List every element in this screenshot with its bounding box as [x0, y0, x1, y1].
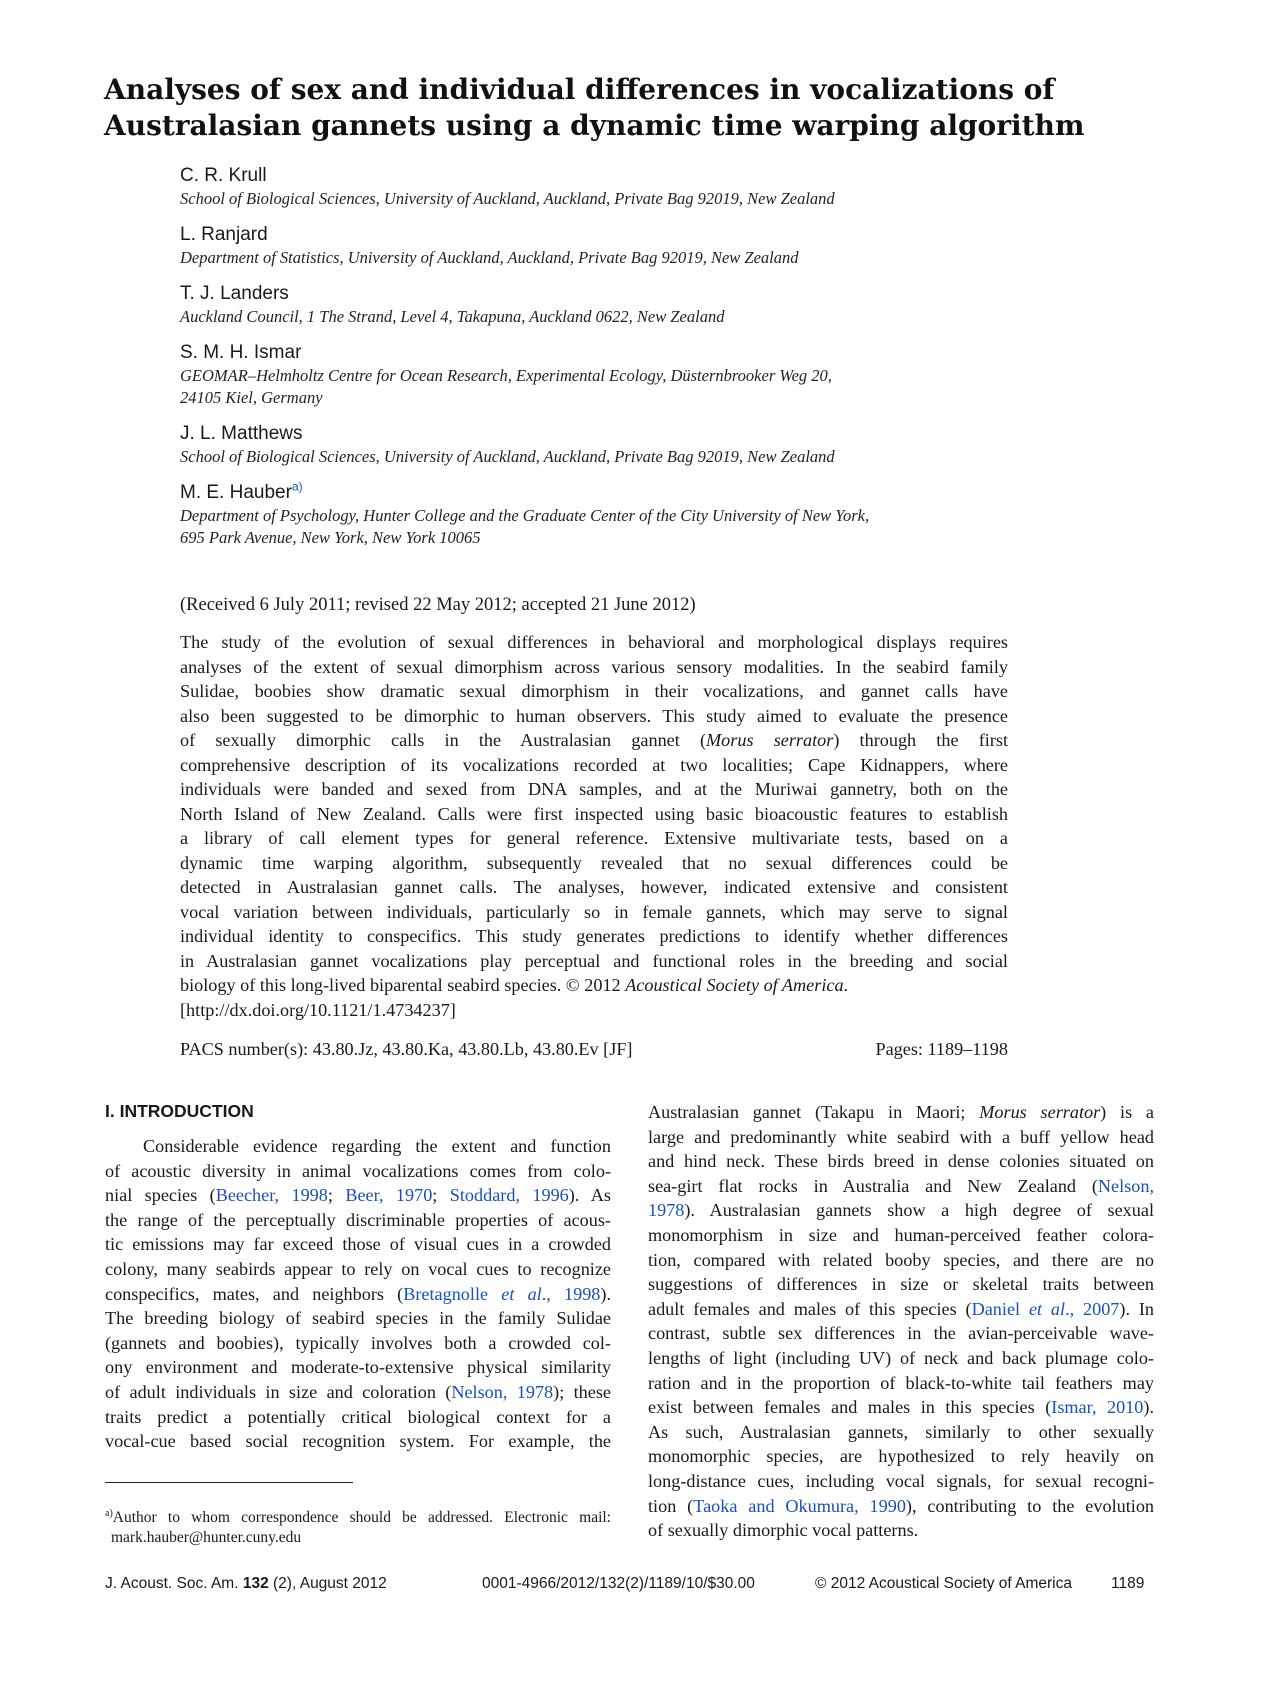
intro-line: ration and in the proportion of black-to-white tail feathers may [648, 1372, 1154, 1393]
intro-line: the range of the perceptually discriminable properties of acous- [105, 1209, 611, 1230]
abstract-line: North Island of New Zealand. Calls were first inspected using basic bioacoustic features to establish [180, 803, 1008, 824]
intro-line: monomorphism in size and human-perceived feather colora- [648, 1224, 1154, 1245]
intro-line: colony, many seabirds appear to rely on vocal cues to recognize [105, 1258, 611, 1279]
correspondence-marker[interactable]: a) [291, 479, 303, 494]
abstract-line: of sexually dimorphic calls in the Australasian gannet (Morus serrator) through the first [180, 730, 1008, 750]
intro-line: ony environment and moderate-to-extensive physical similarity [105, 1357, 611, 1378]
intro-line: large and predominantly white seabird with a buff yellow head [648, 1126, 1154, 1147]
pacs-numbers: PACS number(s): 43.80.Jz, 43.80.Ka, 43.80.Lb, 43.80.Ev [JF] [180, 1039, 633, 1059]
abstract-line: individual identity to conspecifics. This study generates predictions to identify whether differences [180, 926, 1008, 946]
page-range: Pages: 1189–1198 [875, 1039, 1008, 1059]
author-block [180, 422, 1010, 468]
footnote-rule [105, 1482, 353, 1483]
intro-line: of acoustic diversity in animal vocalizations comes from colo- [105, 1160, 611, 1181]
footer-copyright: © 2012 Acoustical Society of America [815, 1575, 1072, 1592]
left-column [105, 1100, 611, 1454]
author-affiliation: Department of Statistics, University of Auckland, Auckland, Private Bag 92019, New Zealand [180, 248, 799, 267]
intro-line: Australasian gannet (Takapu in Maori; Morus serrator) is a [648, 1102, 1154, 1122]
abstract-line: vocal variation between individuals, particularly so in female gannets, which may serve to signal [180, 901, 1008, 922]
pacs-row [180, 1037, 1008, 1061]
author-block [180, 164, 1010, 210]
abstract-line: biology of this long-lived biparental seabird species. © 2012 Acoustical Society of America. [180, 975, 849, 995]
author-name: S. M. H. Ismar [180, 342, 302, 363]
abstract-line: Sulidae, boobies show dramatic sexual dimorphism in their vocalizations, and gannet calls have [180, 681, 1008, 701]
author-affiliation: School of Biological Sciences, University of Auckland, Auckland, Private Bag 92019, New Zealand [180, 189, 835, 208]
intro-paragraph [105, 1134, 611, 1454]
author-name: L. Ranjard [180, 224, 268, 245]
intro-line: The breeding biology of seabird species in the family Sulidae [105, 1308, 611, 1329]
intro-line: monomorphic species, are hypothesized to rely heavily on [648, 1446, 1154, 1467]
received-dates: (Received 6 July 2011; revised 22 May 2012; accepted 21 June 2012) [180, 595, 696, 615]
footer-journal: J. Acoust. Soc. Am. 132 (2), August 2012 [105, 1575, 387, 1592]
footer-volume: 132 [242, 1575, 269, 1592]
abstract-line: The study of the evolution of sexual differences in behavioral and morphological displays requires [180, 632, 1008, 652]
citation-link[interactable]: Nelson, 1978 [451, 1381, 554, 1402]
author-list [180, 164, 1010, 562]
intro-line: long-distance cues, including vocal signals, for sexual recogni- [648, 1470, 1154, 1491]
footnote-email: mark.hauber@hunter.cuny.edu [111, 1529, 302, 1547]
abstract-line: individuals were banded and sexed from DNA samples, and at the Muriwai gannetry, both on the [180, 779, 1008, 799]
intro-line: tic emissions may far exceed those of visual cues in a crowded [105, 1234, 611, 1255]
abstract-line: also been suggested to be dimorphic to human observers. This study aimed to evaluate the presence [180, 705, 1008, 726]
intro-line: exist between females and males in this species (Ismar, 2010). [648, 1397, 1154, 1418]
author-name: M. E. Hauber$^{a)}$ [180, 479, 303, 503]
intro-line: conspecifics, mates, and neighbors (Bretagnolle et al., 1998). [105, 1283, 612, 1304]
author-block [180, 341, 1010, 409]
title-line-1: Analyses of sex and individual differences in vocalizations of [104, 73, 1055, 106]
intro-line: (gannets and boobies), typically involves both a crowded col- [105, 1332, 611, 1353]
author-block [180, 282, 1010, 328]
citation-link[interactable]: Ismar, 2010 [1051, 1397, 1144, 1418]
abstract-line: a library of call element types for general reference. Extensive multivariate tests, based on a [180, 828, 1008, 848]
abstract [180, 630, 1008, 1022]
abstract-line: comprehensive description of its vocalizations recorded at two localities; Cape Kidnappers, where [180, 754, 1008, 775]
section-heading-introduction: I. INTRODUCTION [105, 1101, 254, 1121]
footnote [105, 1504, 611, 1548]
intro-line: vocal-cue based social recognition system. For example, the [105, 1431, 611, 1452]
citation-link[interactable]: Nelson, [1097, 1175, 1154, 1196]
intro-line: nial species (Beecher, 1998; Beer, 1970; Stoddard, 1996). As [105, 1185, 612, 1206]
intro-line: sea-girt flat rocks in Australia and New Zealand (Nelson, [648, 1175, 1154, 1196]
author-name: T. J. Landers [180, 283, 289, 304]
footnote-marker: a) [105, 1508, 113, 1519]
intro-line: traits predict a potentially critical biological context for a [105, 1406, 611, 1427]
citation-link[interactable]: 1978 [648, 1200, 685, 1221]
footnote-line-1: $^{a)}$Author to whom correspondence should be addressed. Electronic mail: [105, 1508, 611, 1527]
citation-link[interactable]: Stoddard, 1996 [449, 1185, 569, 1206]
abstract-line: detected in Australasian gannet calls. The analyses, however, indicated extensive and consistent [180, 877, 1008, 897]
abstract-line: analyses of the extent of sexual dimorphism across various sensory modalities. In the seabird family [180, 656, 1008, 677]
intro-line: tion (Taoka and Okumura, 1990), contributing to the evolution [648, 1495, 1155, 1516]
citation-link[interactable]: Taoka and Okumura, 1990 [693, 1495, 906, 1516]
citation-link[interactable]: Beer, 1970 [345, 1185, 433, 1206]
intro-line: contrast, subtle sex differences in the avian-perceivable wave- [648, 1323, 1154, 1344]
citation-link[interactable]: Bretagnolle et al., 1998 [403, 1283, 601, 1304]
intro-line: adult females and males of this species (Daniel et al., 2007). In [648, 1298, 1155, 1319]
intro-paragraph-continued [648, 1100, 1154, 1543]
footer-code: 0001-4966/2012/132(2)/1189/10/$30.00 [482, 1575, 755, 1592]
intro-line: and hind neck. These birds breed in dense colonies situated on [648, 1151, 1154, 1172]
author-name: C. R. Krull [180, 165, 267, 186]
right-column [648, 1100, 1154, 1543]
author-affiliation: GEOMAR–Helmholtz Centre for Ocean Research, Experimental Ecology, Düsternbrooker Weg 20, [180, 366, 832, 385]
intro-line: of sexually dimorphic vocal patterns. [648, 1520, 919, 1541]
author-affiliation: Auckland Council, 1 The Strand, Level 4, Takapuna, Auckland 0622, New Zealand [180, 307, 725, 326]
abstract-line: dynamic time warping algorithm, subsequently revealed that no sexual differences could be [180, 852, 1008, 873]
author-affiliation: Department of Psychology, Hunter College and the Graduate Center of the City University of New York, [180, 506, 870, 525]
title-line-2: Australasian gannets using a dynamic time warping algorithm [104, 109, 1085, 142]
intro-line: of adult individuals in size and coloration (Nelson, 1978); these [105, 1381, 611, 1402]
author-block [180, 481, 1010, 549]
footer-page-number: 1189 [1111, 1575, 1145, 1592]
intro-line: lengths of light (including UV) of neck and back plumage colo- [648, 1347, 1154, 1368]
author-affiliation: 695 Park Avenue, New York, New York 10065 [180, 528, 481, 547]
intro-line: 1978). Australasian gannets show a high degree of sexual [648, 1200, 1154, 1221]
abstract-line: [http://dx.doi.org/10.1121/1.4734237] [180, 999, 456, 1020]
citation-link[interactable]: Daniel et al., 2007 [971, 1298, 1120, 1319]
author-block [180, 223, 1010, 269]
intro-line: suggestions of differences in size or skeletal traits between [648, 1274, 1154, 1295]
author-affiliation: School of Biological Sciences, University of Auckland, Auckland, Private Bag 92019, New Zealand [180, 447, 835, 466]
citation-link[interactable]: Beecher, 1998 [215, 1185, 328, 1206]
intro-line: Considerable evidence regarding the extent and function [143, 1136, 611, 1156]
intro-line: As such, Australasian gannets, similarly to other sexually [648, 1421, 1154, 1442]
intro-line: tion, compared with related booby species, and there are no [648, 1249, 1154, 1270]
paper-title [104, 72, 1184, 144]
author-affiliation: 24105 Kiel, Germany [180, 388, 323, 407]
abstract-line: in Australasian gannet vocalizations play perceptual and functional roles in the breeding and social [180, 950, 1008, 971]
author-name: J. L. Matthews [180, 423, 303, 444]
